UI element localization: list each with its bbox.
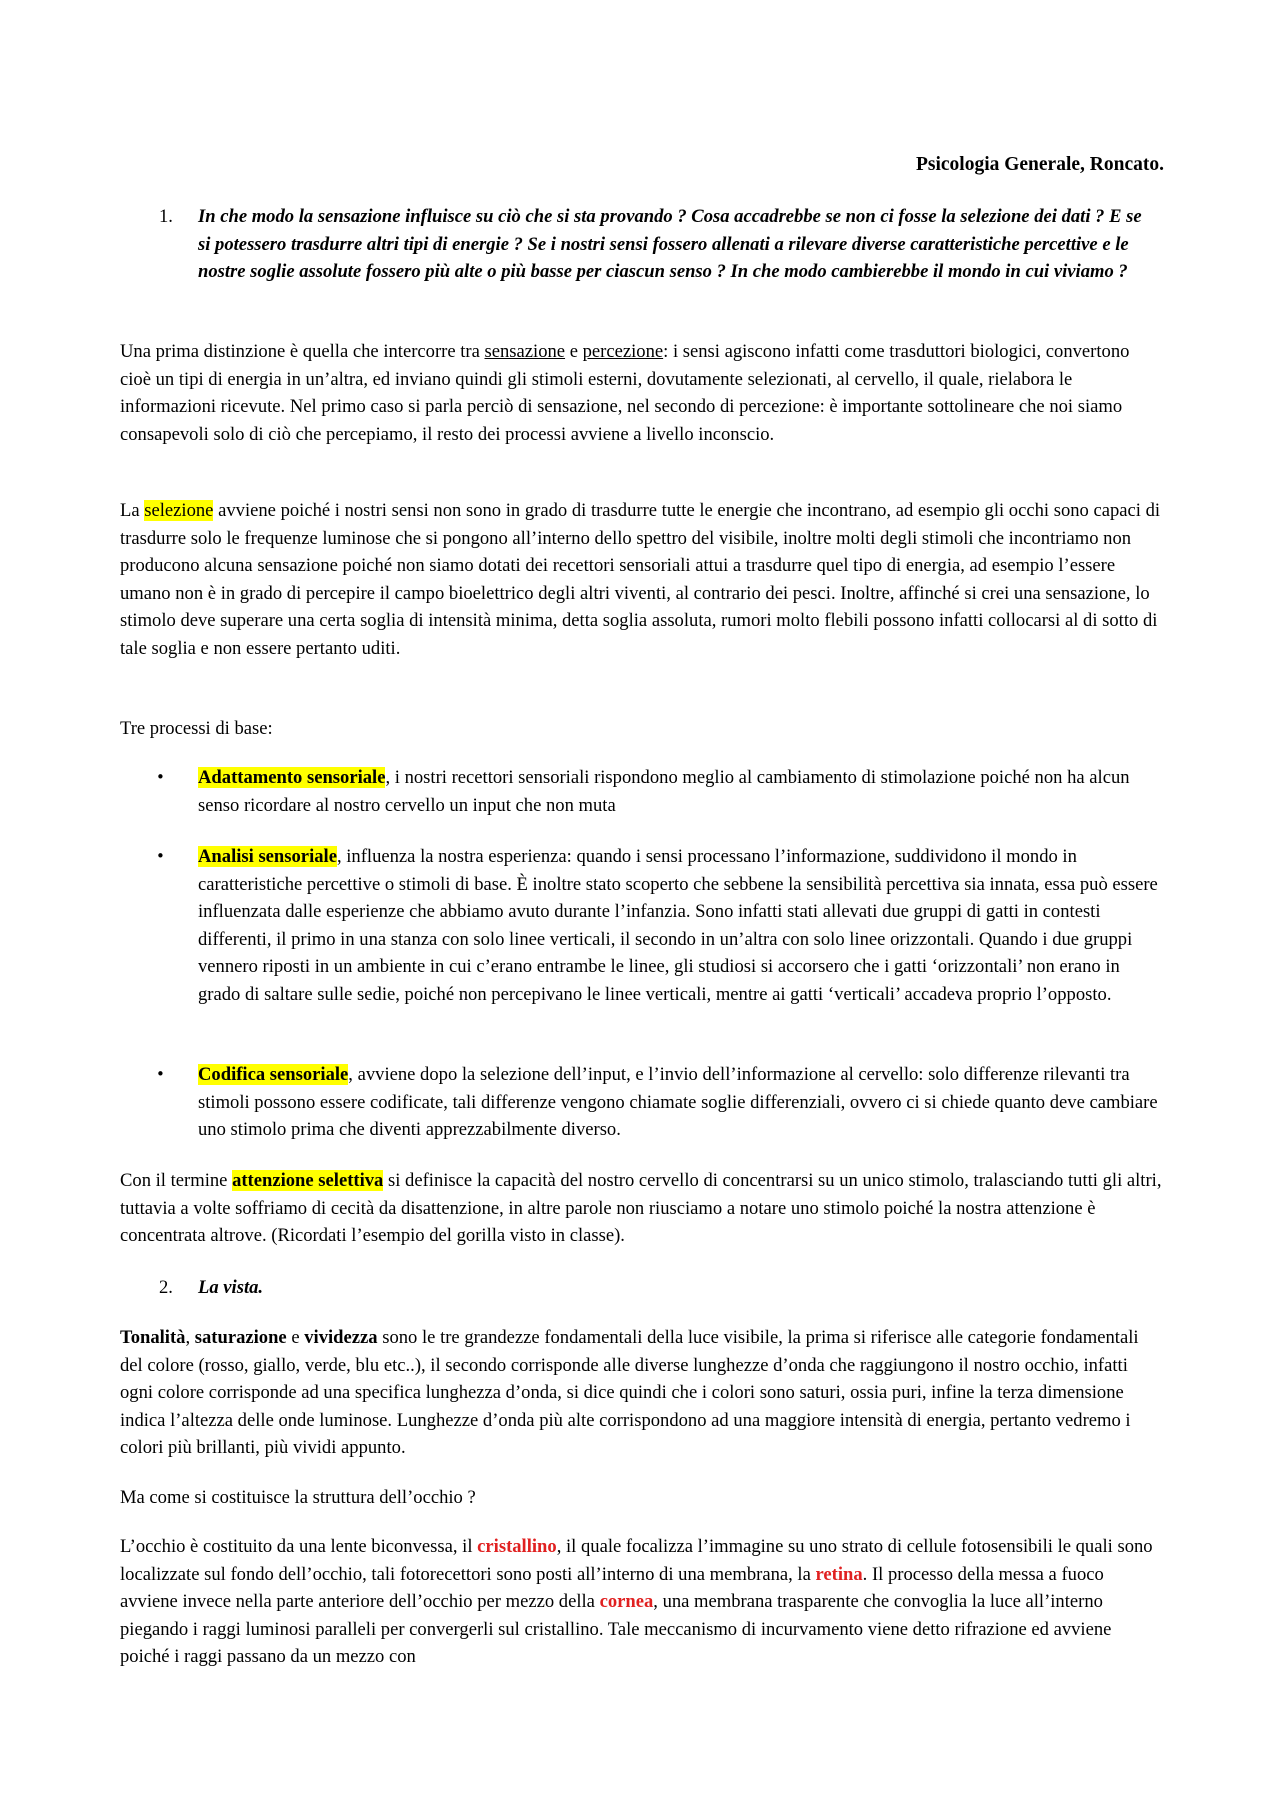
p7-text-c: . Il processo della messa a fuoco avviene invece nella parte anteriore dell’occhio per mezzo della [120, 1563, 1104, 1612]
term-codifica-sensoriale: Codifica sensoriale [198, 1064, 349, 1085]
p7-text-b: , il quale focalizza l’immagine su uno strato di cellule fotosensibili le quali sono localizzate sul fondo dell’occhio, tali fotorecettori sono posti all’interno di una membrana, la [120, 1536, 1153, 1585]
bullet-codifica-text: , avviene dopo la selezione dell’input, e l’invio dell’informazione al cervello: solo differenze rilevanti tra stimoli possono essere codificate, tali differenze vengono chiamate soglie differenziali, ovvero ci si chiede quanto deve cambiare uno stimolo prima che diventi apprezzabilmente diverso. [198, 1064, 1158, 1140]
p2-text-a: La [120, 500, 145, 521]
term-percezione: percezione [582, 341, 664, 362]
p7-text-a: L’occhio è costituito da una lente biconvessa, il [120, 1536, 478, 1557]
question-1-text: In che modo la sensazione influisce su ciò che si sta provando ? Cosa accadrebbe se non ci fosse la selezione dei dati ? E se si potessero trasdurre altri tipi di energie ? Se i nostri sensi fossero allenati a rilevare diverse caratteristiche percettive e le nostre soglie assolute fossero più alte o più basse per ciascun senso ? In che modo cambierebbe il mondo in cui viviamo ? [198, 206, 1142, 282]
bullet-analisi-text: , influenza la nostra esperienza: quando i sensi processano l’informazione, suddividono il mondo in caratteristiche percettive o stimoli di base. È inoltre stato scoperto che sebbene la sensibilità percettiva sia innata, essa può essere influenzata dalle esperienze che abbiamo avuto durante l’infanzia. Sono infatti stati allevati due gruppi di gatti in contesti differenti, il primo in una stanza con solo linee verticali, il secondo in un’altra con solo linee orizzontali. Quando i due gruppi vennero riposti in un ambiente in cui c’erano entrambe le linee, gli studiosi si accorsero che i gatti ‘orizzontali’ non erano in grado di saltare sulle sedie, poiché non percepivano le linee verticali, mentre ai gatti ‘verticali’ accadeva proprio l’opposto. [198, 846, 1158, 1005]
paragraph-occhio [120, 1533, 1162, 1671]
p5-sep-1: , [185, 1327, 195, 1348]
paragraph-struttura-occhio: Ma come si costituisce la struttura dell’occhio ? [120, 1487, 476, 1508]
p5-text: sono le tre grandezze fondamentali della luce visibile, la prima si riferisce alle categorie fondamentali del colore (rosso, giallo, verde, blu etc..), il secondo corrisponde alle diverse lunghezze d’onda che raggiungono il nostro occhio, infatti ogni colore corrisponde ad una specifica lunghezza d’onda, si dice quindi che i colori sono saturi, ossia puri, infine la terza dimensione indica l’altezza delle onde luminose. Lunghezze d’onda più alte corrispondono ad una maggiore intensità di energia, pertanto vedremo i colori più brillanti, più vividi appunto. [120, 1327, 1139, 1458]
term-selezione: selezione [144, 500, 214, 521]
question-2-number: 2. [159, 1277, 173, 1298]
p4-text-b: si definisce la capacità del nostro cervello di concentrarsi su un unico stimolo, tralasciando tutti gli altri, tuttavia a volte soffriamo di cecità da disattenzione, in altre parole non riusciamo a notare uno stimolo poiché la nostra attenzione è concentrata altrove. (Ricordati l’esempio del gorilla visto in classe). [120, 1170, 1162, 1246]
bullet-dot: • [156, 768, 165, 786]
term-sensazione: sensazione [484, 341, 566, 362]
term-cornea: cornea [599, 1591, 654, 1612]
paragraph-selezione [120, 497, 1162, 662]
document-header: Psicologia Generale, Roncato. [915, 154, 1164, 175]
bullet-dot: • [156, 847, 165, 865]
paragraph-sensazione-percezione [120, 338, 1162, 448]
term-tonalita: Tonalità [120, 1327, 186, 1348]
term-analisi-sensoriale: Analisi sensoriale [198, 846, 337, 867]
term-vividezza: vividezza [304, 1327, 378, 1348]
p1-text-b: e [565, 341, 583, 362]
paragraph-tre-processi: Tre processi di base: [120, 718, 273, 739]
p5-sep-2: e [286, 1327, 305, 1348]
paragraph-tonalita [120, 1324, 1162, 1462]
term-saturazione: saturazione [194, 1327, 287, 1348]
term-adattamento-sensoriale: Adattamento sensoriale [198, 767, 386, 788]
p4-text-a: Con il termine [120, 1170, 233, 1191]
p1-text-a: Una prima distinzione è quella che intercorre tra [120, 341, 485, 362]
p1-text-c: : i sensi agiscono infatti come trasduttori biologici, convertono cioè un tipi di energia in un’altra, ed inviano quindi gli stimoli esterni, dovutamente selezionati, al cervello, il quale, rielabora le informazioni ricevute. Nel primo caso si parla perciò di sensazione, nel secondo di percezione: è importante sottolineare che noi siamo consapevoli solo di ciò che percepiamo, il resto dei processi avviene a livello inconscio. [120, 341, 1130, 445]
term-retina: retina [815, 1563, 863, 1585]
p7-text-d: , una membrana trasparente che convoglia la luce all’interno piegando i raggi luminosi paralleli per convergerli sul cristallino. Tale meccanismo di incurvamento viene detto rifrazione ed avviene poiché i raggi passano da un mezzo con [120, 1591, 1112, 1667]
bullet-dot: • [156, 1065, 165, 1083]
term-attenzione-selettiva: attenzione selettiva [232, 1170, 384, 1191]
question-1-number: 1. [159, 206, 173, 227]
question-2-text: La vista. [198, 1277, 264, 1298]
term-cristallino: cristallino [477, 1536, 557, 1557]
p2-text-b: avviene poiché i nostri sensi non sono in grado di trasdurre tutte le energie che incontrano, ad esempio gli occhi sono capaci di trasdurre solo le frequenze luminose che si pongono all’interno dello spettro del visibile, inoltre molti degli stimoli che incontriamo non producono alcuna sensazione poiché non siamo dotati dei recettori sensoriali attui a trasdurre quel tipo di energia, ad esempio l’essere umano non è in grado di percepire il campo bioelettrico degli altri viventi, al contrario dei pesci. Inoltre, affinché si crei una sensazione, lo stimolo deve superare una certa soglia di intensità minima, detta soglia assoluta, rumori molto flebili possono infatti collocarsi al di sotto di tale soglia e non essere pertanto uditi. [120, 500, 1161, 659]
bullet-adattamento-text: , i nostri recettori sensoriali rispondono meglio al cambiamento di stimolazione poiché non ha alcun senso ricordare al nostro cervello un input che non muta [198, 767, 1130, 816]
paragraph-attenzione-selettiva [120, 1167, 1162, 1250]
